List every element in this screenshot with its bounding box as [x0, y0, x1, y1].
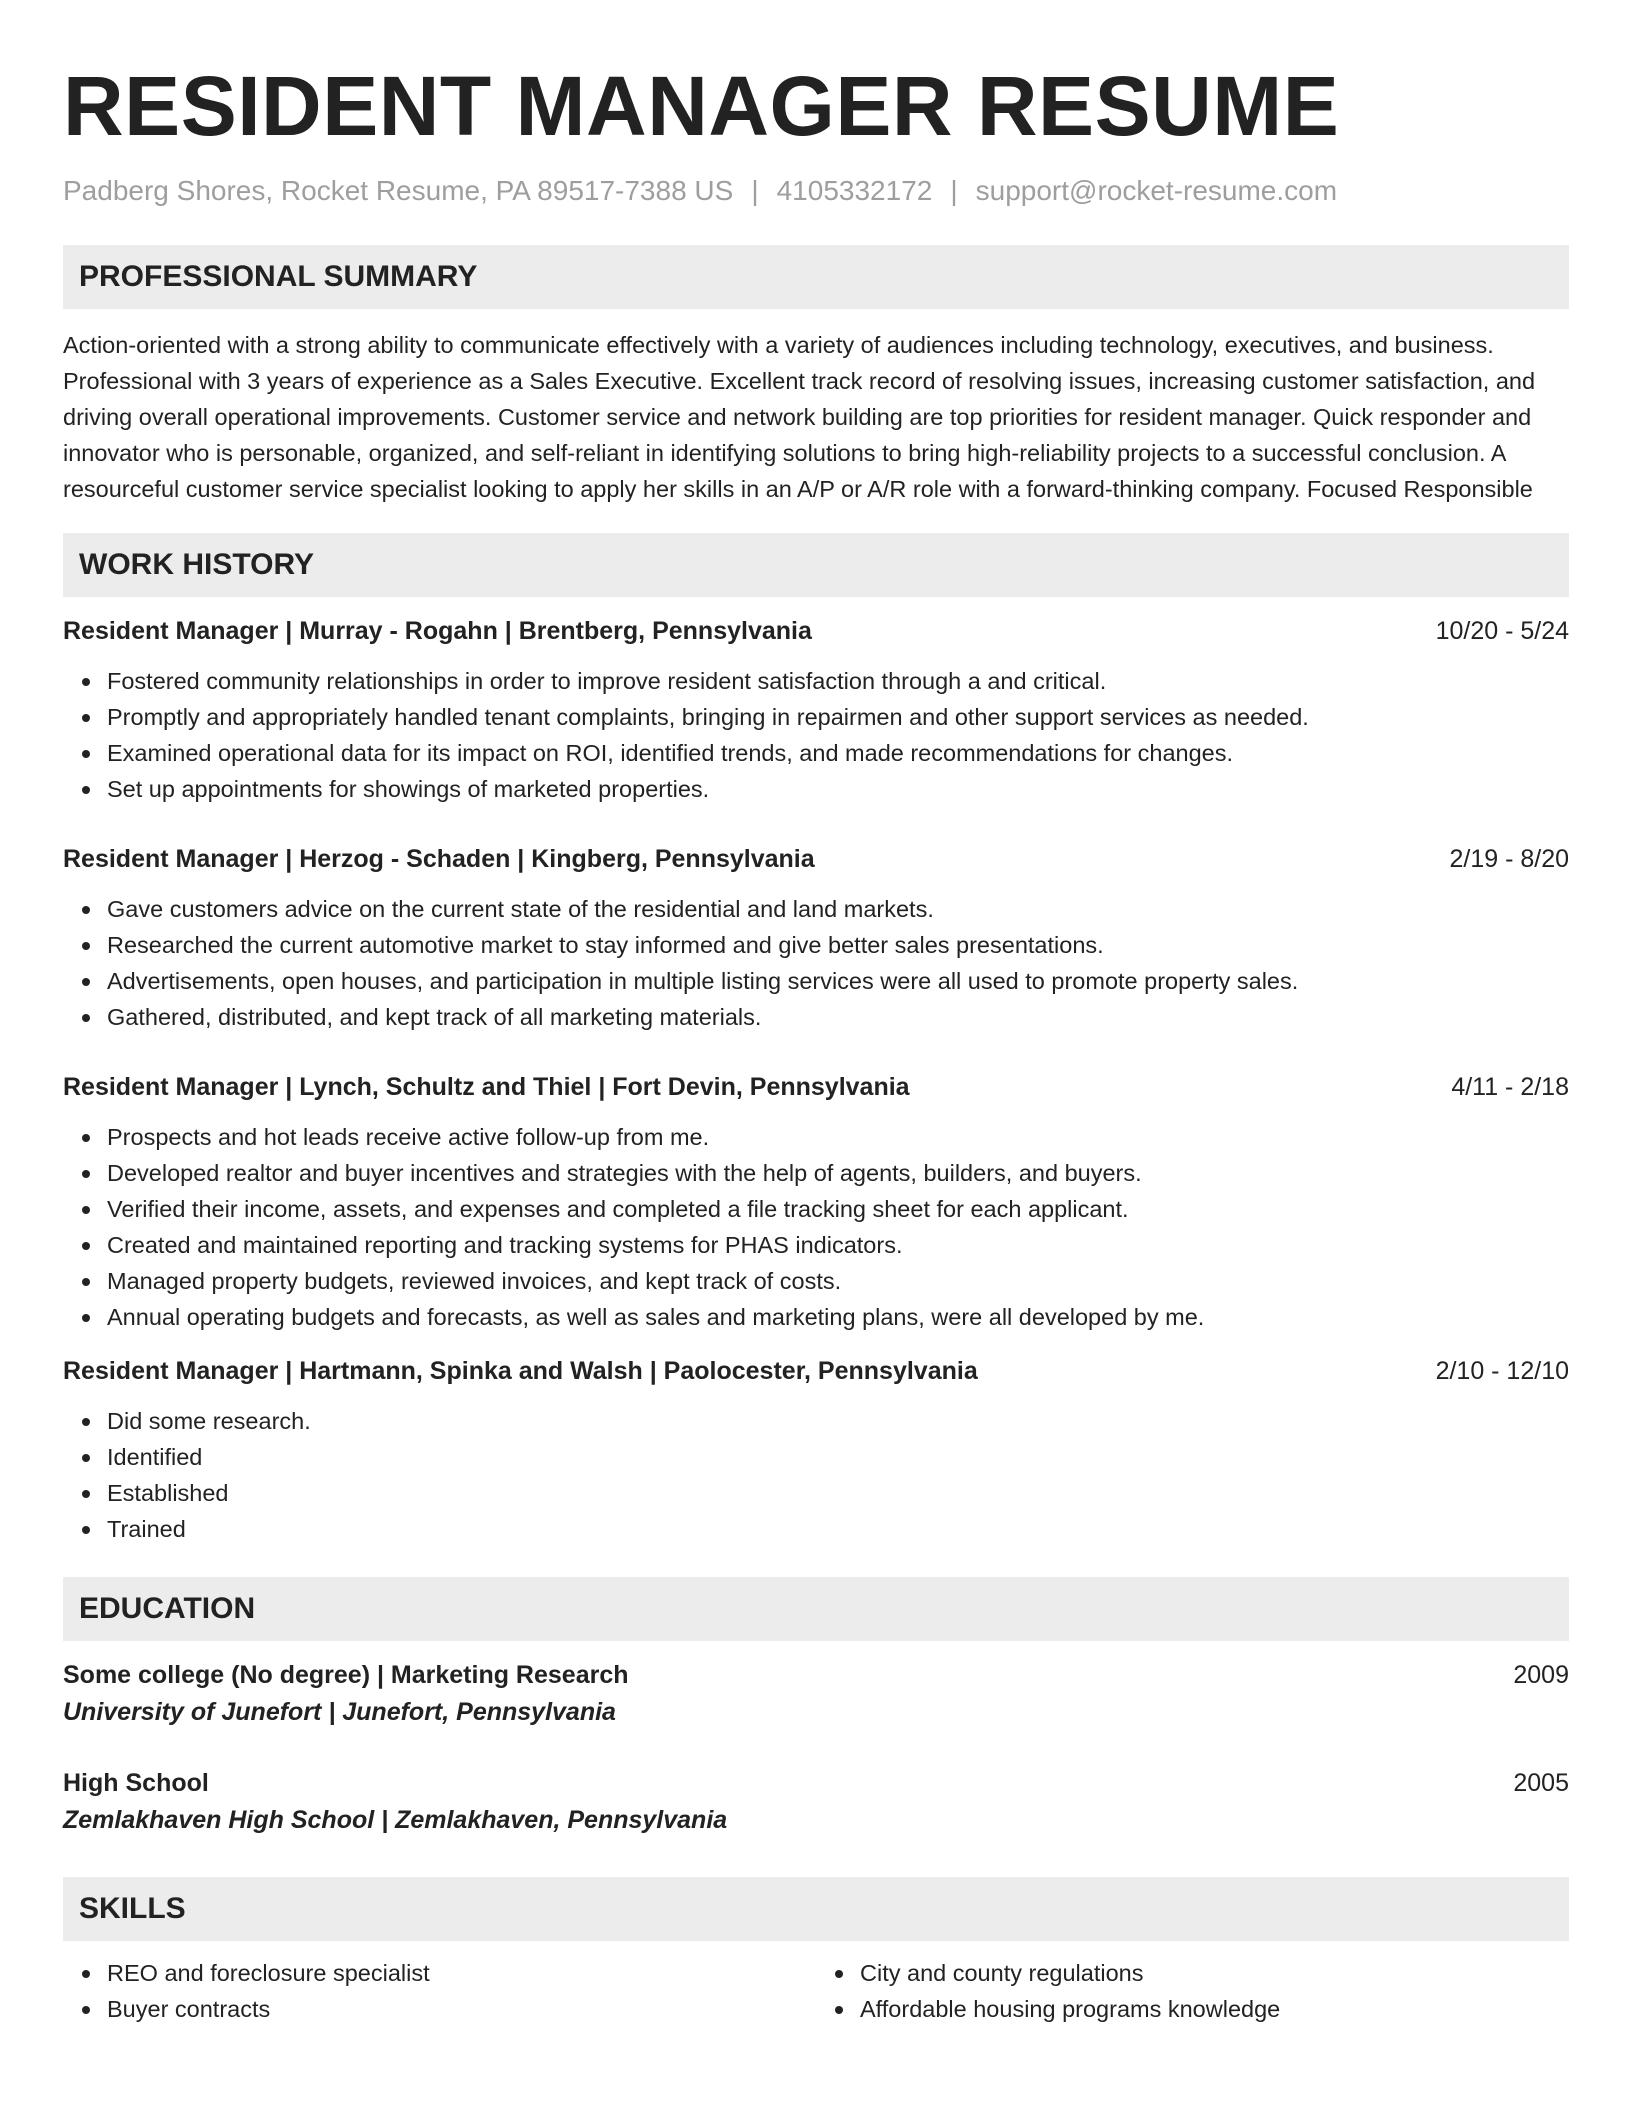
job-title: Resident Manager | Hartmann, Spinka and Walsh | Paolocester, Pennsylvania	[63, 1357, 978, 1385]
job-bullet: Identified	[107, 1439, 1569, 1475]
job-date: 4/11 - 2/18	[1451, 1073, 1569, 1101]
job-entry	[63, 841, 1569, 1035]
job-bullets	[63, 1403, 1569, 1547]
skills-grid	[63, 1955, 1569, 2027]
job-bullet: Annual operating budgets and forecasts, as well as sales and marketing plans, were all developed by me.	[107, 1299, 1569, 1335]
contact-separator: |	[751, 175, 759, 206]
education-school: University of Junefort | Junefort, Pennsylvania	[63, 1698, 616, 1726]
contact-address: Padberg Shores, Rocket Resume, PA 89517-7388 US	[63, 175, 734, 206]
contact-separator: |	[950, 175, 958, 206]
skills-list	[63, 1955, 816, 2027]
skills-column-left	[63, 1955, 816, 2027]
job-header	[63, 613, 1569, 649]
resume-title: RESIDENT MANAGER RESUME	[63, 59, 1340, 153]
job-bullet: Gathered, distributed, and kept track of all marketing materials.	[107, 999, 1569, 1035]
job-bullet: Created and maintained reporting and tracking systems for PHAS indicators.	[107, 1227, 1569, 1263]
education-year: 2005	[1513, 1769, 1569, 1797]
education-degree: Some college (No degree) | Marketing Research	[63, 1661, 629, 1689]
education-entry	[63, 1657, 1569, 1731]
section-header-education: EDUCATION	[63, 1577, 1569, 1641]
job-bullet: Developed realtor and buyer incentives and strategies with the help of agents, builders, and buyers.	[107, 1155, 1569, 1191]
job-date: 10/20 - 5/24	[1435, 617, 1569, 645]
section-header-summary: PROFESSIONAL SUMMARY	[63, 245, 1569, 309]
job-bullets	[63, 663, 1569, 807]
job-date: 2/10 - 12/10	[1435, 1357, 1569, 1385]
job-bullet: Examined operational data for its impact on ROI, identified trends, and made recommendations for changes.	[107, 735, 1569, 771]
job-entry	[63, 1353, 1569, 1547]
contact-email: support@rocket-resume.com	[975, 175, 1338, 206]
job-header	[63, 841, 1569, 877]
job-bullet: Trained	[107, 1511, 1569, 1547]
education-year: 2009	[1513, 1661, 1569, 1689]
skill-item: Affordable housing programs knowledge	[860, 1991, 1569, 2027]
education-entry	[63, 1765, 1569, 1839]
skills-list	[816, 1955, 1569, 2027]
education-school: Zemlakhaven High School | Zemlakhaven, Pennsylvania	[63, 1806, 728, 1834]
job-bullet: Prospects and hot leads receive active follow-up from me.	[107, 1119, 1569, 1155]
job-title: Resident Manager | Herzog - Schaden | Kingberg, Pennsylvania	[63, 845, 815, 873]
skills-column-right	[816, 1955, 1569, 2027]
job-bullets	[63, 891, 1569, 1035]
job-title: Resident Manager | Murray - Rogahn | Brentberg, Pennsylvania	[63, 617, 812, 645]
job-bullet: Set up appointments for showings of marketed properties.	[107, 771, 1569, 807]
education-header	[63, 1657, 1569, 1693]
skill-item: REO and foreclosure specialist	[107, 1955, 816, 1991]
job-bullet: Gave customers advice on the current state of the residential and land markets.	[107, 891, 1569, 927]
job-bullet: Managed property budgets, reviewed invoices, and kept track of costs.	[107, 1263, 1569, 1299]
job-bullet: Fostered community relationships in order to improve resident satisfaction through a and critical.	[107, 663, 1569, 699]
job-bullet: Promptly and appropriately handled tenant complaints, bringing in repairmen and other support services as needed.	[107, 699, 1569, 735]
job-bullet: Researched the current automotive market to stay informed and give better sales presentations.	[107, 927, 1569, 963]
contact-line	[63, 174, 1569, 208]
job-header	[63, 1069, 1569, 1105]
education-header	[63, 1765, 1569, 1801]
education-degree: High School	[63, 1769, 209, 1797]
job-entry	[63, 1069, 1569, 1335]
section-header-work-history: WORK HISTORY	[63, 533, 1569, 597]
summary-text: Action-oriented with a strong ability to communicate effectively with a variety of audiences including technology, executives, and business. Professional with 3 years of experience as a Sales Executive. Excellent track record of resolving issues, increasing customer satisfaction, and driving overall operational improvements. Customer service and network building are top priorities for resident manager. Quick responder and innovator who is personable, organized, and self-reliant in identifying solutions to bring high-reliability projects to a successful conclusion. A resourceful customer service specialist looking to apply her skills in an A/P or A/R role with a forward-thinking company. Focused Responsible	[63, 332, 1536, 502]
section-header-skills: SKILLS	[63, 1877, 1569, 1941]
job-date: 2/19 - 8/20	[1449, 845, 1569, 873]
job-title: Resident Manager | Lynch, Schultz and Thiel | Fort Devin, Pennsylvania	[63, 1073, 910, 1101]
job-bullet: Verified their income, assets, and expenses and completed a file tracking sheet for each applicant.	[107, 1191, 1569, 1227]
job-bullets	[63, 1119, 1569, 1335]
job-bullet: Did some research.	[107, 1403, 1569, 1439]
job-entry	[63, 613, 1569, 807]
contact-phone: 4105332172	[776, 175, 933, 206]
job-bullet: Advertisements, open houses, and participation in multiple listing services were all used to promote property sales.	[107, 963, 1569, 999]
skill-item: City and county regulations	[860, 1955, 1569, 1991]
job-bullet: Established	[107, 1475, 1569, 1511]
skill-item: Buyer contracts	[107, 1991, 816, 2027]
job-header	[63, 1353, 1569, 1389]
